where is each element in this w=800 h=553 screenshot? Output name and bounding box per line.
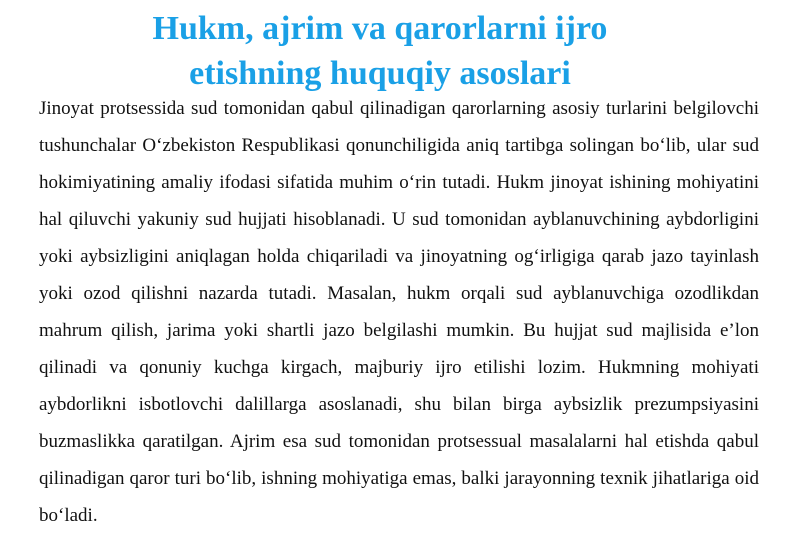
- page-title-line-2: etishning huquqiy asoslari: [189, 55, 571, 92]
- page-title-line-1: Hukm, ajrim va qarorlarni ijro: [152, 10, 608, 47]
- page-title: [60, 6, 700, 96]
- body-paragraph: Jinoyat protsessida sud tomonidan qabul qilinadigan qarorlarning asosiy turlarini belgilovchi tushunchalar O‘zbekiston Respublikasi qonunchiligida aniq tartibga solingan bo‘lib, ular sud hokimiyatining amaliy ifodasi sifatida muhim o‘rin tutadi. Hukm jinoyat ishining mohiyatini hal qiluvchi yakuniy sud hujjati hisoblanadi. U sud tomonidan ayblanuvchining aybdorligini yoki aybsizligini aniqlagan holda chiqariladi va jinoyatning og‘irligiga qarab jazo tayinlash yoki ozod qilishni nazarda tutadi. Masalan, hukm orqali sud ayblanuvchiga ozodlikdan mahrum qilish, jarima yoki shartli jazo belgilashi mumkin. Bu hujjat sud majlisida e’lon qilinadi va qonuniy kuchga kirgach, majburiy ijro etilishi lozim. Hukmning mohiyati aybdorlikni isbotlovchi dalillarga asoslanadi, shu bilan birga aybsizlik prezumpsiyasini buzmaslikka qaratilgan. Ajrim esa sud tomonidan protsessual masalalarni hal etishda qabul qilinadigan qaror turi bo‘lib, ishning mohiyatiga emas, balki jarayonning texnik jihatlariga oid bo‘ladi.: [39, 98, 759, 526]
